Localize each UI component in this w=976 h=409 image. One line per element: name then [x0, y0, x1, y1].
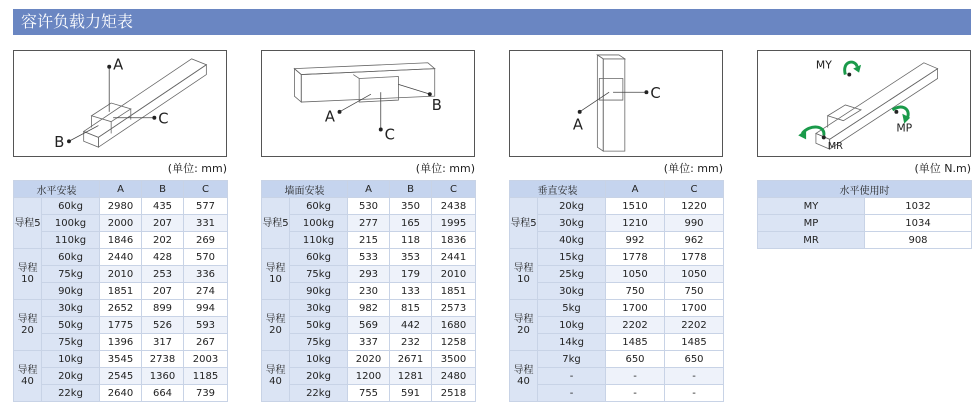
table-row [14, 300, 228, 317]
value-cell: 992 [606, 232, 665, 249]
label-a: A [324, 108, 335, 126]
load-cell: 5kg [538, 300, 606, 317]
value-cell: 2480 [432, 368, 476, 385]
lead-group-label: 导程10 [510, 249, 538, 300]
value-cell: 2518 [432, 385, 476, 402]
table-row [510, 368, 724, 385]
value-cell: 1510 [606, 198, 665, 215]
table-row [262, 266, 476, 283]
value-cell: 350 [390, 198, 432, 215]
load-cell: 22kg [290, 385, 348, 402]
table-row [14, 215, 228, 232]
header-mount: 垂直安装 [510, 181, 606, 198]
moment-rail-drawing [758, 51, 970, 156]
table-row [14, 249, 228, 266]
header-c: C [432, 181, 476, 198]
value-cell: 570 [184, 249, 228, 266]
value-cell: 1851 [100, 283, 142, 300]
value-cell: 2020 [348, 351, 390, 368]
unit-label-4: (单位 N.m) [914, 162, 971, 175]
value-cell: 1778 [665, 249, 724, 266]
table-row [510, 283, 724, 300]
load-cell: 100kg [42, 215, 100, 232]
value-cell: 2441 [432, 249, 476, 266]
table-row [510, 249, 724, 266]
load-cell: 25kg [538, 266, 606, 283]
load-cell: 40kg [538, 232, 606, 249]
value-cell: 2010 [100, 266, 142, 283]
value-cell: 1258 [432, 334, 476, 351]
point-c-marker [644, 90, 648, 94]
value-cell: 428 [142, 249, 184, 266]
value-cell: 2438 [432, 198, 476, 215]
value-cell: 962 [665, 232, 724, 249]
label-mp: MP [896, 121, 913, 135]
load-cell: - [538, 385, 606, 402]
value-cell: 2003 [184, 351, 228, 368]
moment-name-cell: MP [758, 215, 865, 232]
value-cell: 269 [184, 232, 228, 249]
point-a-marker [107, 65, 111, 69]
table-row [510, 266, 724, 283]
table-row [262, 283, 476, 300]
point-mr-marker [822, 135, 826, 139]
value-cell: 1360 [142, 368, 184, 385]
wall-load-table [261, 180, 476, 402]
load-cell: 75kg [290, 334, 348, 351]
lead-group-label: 导程40 [14, 351, 42, 402]
load-cell: 110kg [290, 232, 348, 249]
value-cell: 577 [184, 198, 228, 215]
header-horizontal-use: 水平使用时 [758, 181, 972, 198]
vertical-load-table [509, 180, 724, 402]
load-cell: 75kg [42, 334, 100, 351]
header-mount: 墙面安装 [262, 181, 348, 198]
value-cell: 990 [665, 215, 724, 232]
value-cell: 2545 [100, 368, 142, 385]
point-a-marker [338, 110, 342, 114]
value-cell: 982 [348, 300, 390, 317]
load-cell: 110kg [42, 232, 100, 249]
table-row [262, 317, 476, 334]
load-cell: 10kg [538, 317, 606, 334]
label-a: A [113, 56, 124, 74]
lead-group-label: 导程10 [262, 249, 290, 300]
value-cell: 1200 [348, 368, 390, 385]
value-cell: 293 [348, 266, 390, 283]
value-cell: 755 [348, 385, 390, 402]
horizontal-load-table [13, 180, 228, 402]
value-cell: 232 [390, 334, 432, 351]
diagram-vertical [509, 50, 723, 157]
value-cell: 179 [390, 266, 432, 283]
table-row [758, 198, 972, 215]
load-cell: 90kg [42, 283, 100, 300]
table-row [510, 198, 724, 215]
value-cell: 336 [184, 266, 228, 283]
moment-name-cell: MY [758, 198, 865, 215]
load-cell: 50kg [42, 317, 100, 334]
value-cell: 1281 [390, 368, 432, 385]
vertical-rail-drawing [510, 51, 722, 156]
value-cell: 530 [348, 198, 390, 215]
value-cell: 1680 [432, 317, 476, 334]
table-row [262, 232, 476, 249]
table-row [14, 334, 228, 351]
table-row [14, 317, 228, 334]
value-cell: 353 [390, 249, 432, 266]
load-cell: 10kg [290, 351, 348, 368]
value-cell: 1700 [606, 300, 665, 317]
horizontal-rail-drawing [14, 51, 226, 156]
value-cell: 1220 [665, 198, 724, 215]
table-row [14, 232, 228, 249]
value-cell: 215 [348, 232, 390, 249]
moment-value-cell: 908 [865, 232, 972, 249]
value-cell: 591 [390, 385, 432, 402]
table-row [262, 215, 476, 232]
load-cell: 15kg [538, 249, 606, 266]
value-cell: 1485 [665, 334, 724, 351]
load-cell: - [538, 368, 606, 385]
value-cell: 202 [142, 232, 184, 249]
value-cell: 267 [184, 334, 228, 351]
table-row [510, 385, 724, 402]
value-cell: 1700 [665, 300, 724, 317]
point-mp-marker [894, 110, 898, 114]
table-row [14, 351, 228, 368]
moment-value-cell: 1032 [865, 198, 972, 215]
value-cell: 331 [184, 215, 228, 232]
table-row [758, 215, 972, 232]
load-cell: 22kg [42, 385, 100, 402]
lead-group-label: 导程20 [510, 300, 538, 351]
load-cell: 60kg [290, 198, 348, 215]
header-c: C [184, 181, 228, 198]
section-title: 容许负载力矩表 [13, 9, 971, 35]
header-a: A [606, 181, 665, 198]
load-cell: 60kg [42, 249, 100, 266]
table-row [510, 300, 724, 317]
lead-group-label: 导程40 [510, 351, 538, 402]
table-row [14, 368, 228, 385]
value-cell: 2202 [606, 317, 665, 334]
moment-name-cell: MR [758, 232, 865, 249]
lead-group-label: 导程20 [14, 300, 42, 351]
value-cell: 2202 [665, 317, 724, 334]
label-b: B [54, 134, 65, 152]
value-cell: 2671 [390, 351, 432, 368]
table-row [510, 215, 724, 232]
table-row [262, 300, 476, 317]
value-cell: 2980 [100, 198, 142, 215]
value-cell: 2000 [100, 215, 142, 232]
value-cell: 1396 [100, 334, 142, 351]
value-cell: 1050 [665, 266, 724, 283]
table-row [14, 266, 228, 283]
value-cell: 2652 [100, 300, 142, 317]
load-cell: 20kg [538, 198, 606, 215]
point-c-marker [152, 116, 156, 120]
value-cell: 337 [348, 334, 390, 351]
table-row [510, 232, 724, 249]
lead-group-label: 导程10 [14, 249, 42, 300]
load-cell: 30kg [538, 215, 606, 232]
table-row [14, 385, 228, 402]
label-c: C [158, 110, 169, 128]
value-cell: 165 [390, 215, 432, 232]
value-cell: 3545 [100, 351, 142, 368]
value-cell: 2640 [100, 385, 142, 402]
load-cell: 60kg [42, 198, 100, 215]
value-cell: 1995 [432, 215, 476, 232]
value-cell: 650 [665, 351, 724, 368]
point-b-marker [67, 139, 71, 143]
label-b: B [431, 96, 442, 114]
header-c: C [665, 181, 724, 198]
lead-group-label: 导程20 [262, 300, 290, 351]
value-cell: 277 [348, 215, 390, 232]
load-cell: 90kg [290, 283, 348, 300]
load-cell: 14kg [538, 334, 606, 351]
label-my: MY [815, 58, 832, 72]
value-cell: 2573 [432, 300, 476, 317]
value-cell: 739 [184, 385, 228, 402]
table-row [262, 334, 476, 351]
table-row [262, 385, 476, 402]
value-cell: 253 [142, 266, 184, 283]
table-row [510, 317, 724, 334]
table-row [758, 232, 972, 249]
value-cell: 815 [390, 300, 432, 317]
label-c: C [384, 126, 395, 144]
value-cell: 1050 [606, 266, 665, 283]
load-cell: 75kg [42, 266, 100, 283]
diagram-wall [261, 50, 475, 157]
load-cell: 30kg [42, 300, 100, 317]
load-cell: 20kg [42, 368, 100, 385]
load-cell: 60kg [290, 249, 348, 266]
value-cell: 118 [390, 232, 432, 249]
value-cell: 750 [606, 283, 665, 300]
header-a: A [100, 181, 142, 198]
value-cell: - [665, 368, 724, 385]
value-cell: 593 [184, 317, 228, 334]
wall-rail-drawing [262, 51, 474, 156]
value-cell: 2738 [142, 351, 184, 368]
value-cell: 664 [142, 385, 184, 402]
table-row [262, 368, 476, 385]
header-b: B [142, 181, 184, 198]
load-cell: 20kg [290, 368, 348, 385]
value-cell: 1485 [606, 334, 665, 351]
lead-group-label: 导程5 [510, 198, 538, 249]
unit-label-3: (单位: mm) [663, 162, 723, 175]
table-row [510, 334, 724, 351]
point-b-marker [428, 92, 432, 96]
lead-group-label: 导程5 [262, 198, 290, 249]
table-row [262, 249, 476, 266]
load-cell: 30kg [290, 300, 348, 317]
value-cell: 230 [348, 283, 390, 300]
header-b: B [390, 181, 432, 198]
load-cell: 50kg [290, 317, 348, 334]
unit-label-1: (单位: mm) [167, 162, 227, 175]
point-my-marker [847, 73, 851, 77]
label-c: C [650, 85, 661, 103]
load-cell: 75kg [290, 266, 348, 283]
value-cell: 533 [348, 249, 390, 266]
value-cell: 1846 [100, 232, 142, 249]
label-mr: MR [827, 141, 843, 153]
moment-table [757, 180, 972, 249]
value-cell: 1185 [184, 368, 228, 385]
value-cell: 2010 [432, 266, 476, 283]
value-cell: 442 [390, 317, 432, 334]
point-a-marker [578, 110, 582, 114]
unit-label-2: (单位: mm) [415, 162, 475, 175]
value-cell: - [606, 368, 665, 385]
value-cell: 994 [184, 300, 228, 317]
lead-group-label: 导程40 [262, 351, 290, 402]
value-cell: 1210 [606, 215, 665, 232]
table-row [262, 351, 476, 368]
value-cell: 1775 [100, 317, 142, 334]
load-cell: 7kg [538, 351, 606, 368]
moment-value-cell: 1034 [865, 215, 972, 232]
value-cell: 899 [142, 300, 184, 317]
value-cell: 750 [665, 283, 724, 300]
diagram-horizontal [13, 50, 227, 157]
point-c-marker [379, 128, 383, 132]
load-cell: 100kg [290, 215, 348, 232]
table-row [14, 198, 228, 215]
lead-group-label: 导程5 [14, 198, 42, 249]
table-row [510, 351, 724, 368]
value-cell: 207 [142, 283, 184, 300]
header-a: A [348, 181, 390, 198]
table-row [262, 198, 476, 215]
value-cell: 1778 [606, 249, 665, 266]
load-cell: 10kg [42, 351, 100, 368]
value-cell: 207 [142, 215, 184, 232]
value-cell: 2440 [100, 249, 142, 266]
value-cell: 526 [142, 317, 184, 334]
value-cell: - [606, 385, 665, 402]
value-cell: 435 [142, 198, 184, 215]
value-cell: 3500 [432, 351, 476, 368]
value-cell: 1851 [432, 283, 476, 300]
value-cell: - [665, 385, 724, 402]
value-cell: 1836 [432, 232, 476, 249]
label-a: A [572, 116, 583, 134]
table-row [14, 283, 228, 300]
value-cell: 650 [606, 351, 665, 368]
value-cell: 317 [142, 334, 184, 351]
value-cell: 274 [184, 283, 228, 300]
diagram-moment [757, 50, 971, 157]
value-cell: 133 [390, 283, 432, 300]
header-mount: 水平安装 [14, 181, 100, 198]
load-cell: 30kg [538, 283, 606, 300]
value-cell: 569 [348, 317, 390, 334]
